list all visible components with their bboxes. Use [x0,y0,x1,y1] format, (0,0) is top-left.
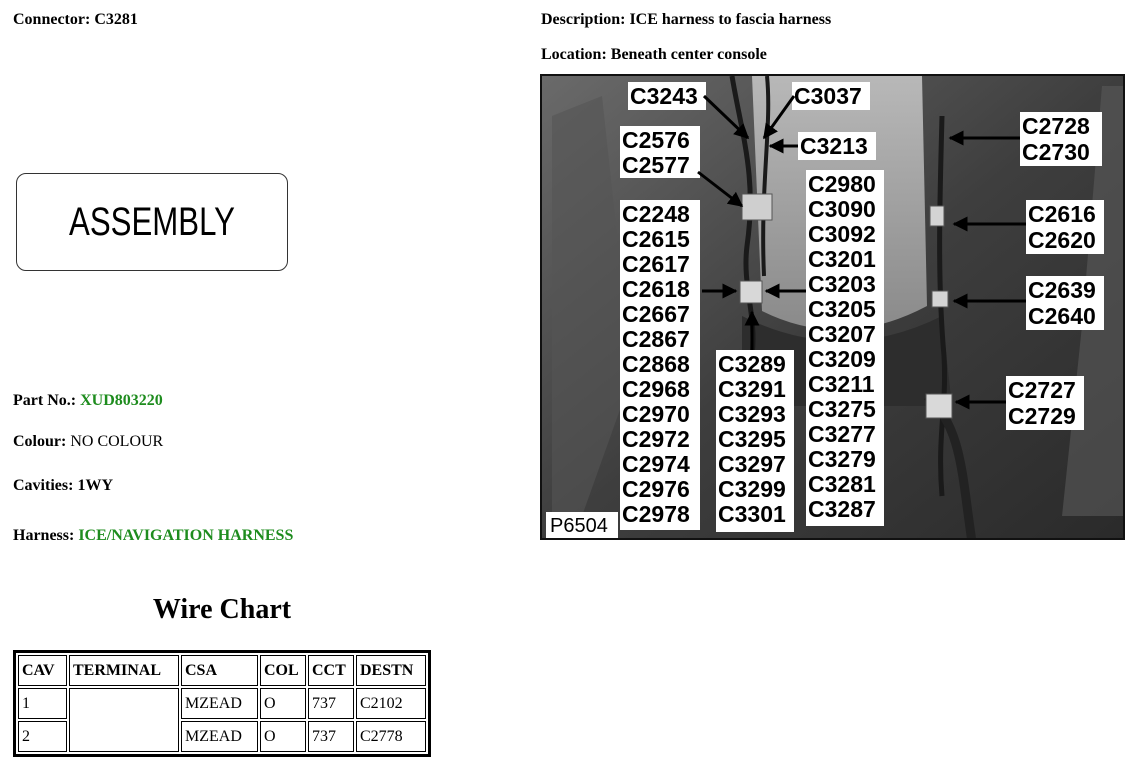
label-bottom-mid: C3299 [718,476,786,502]
label-right-3-a: C2639 [1028,277,1096,303]
location-value: Beneath center console [610,46,767,63]
connector-block-5 [926,394,952,418]
photo-canvas [542,76,1125,540]
label-right-4-a: C2727 [1008,377,1076,403]
header-terminal: TERMINAL [69,655,179,686]
label-right-3-b: C2640 [1028,303,1096,329]
connector-block-2 [740,281,762,303]
left-column-labels [622,201,690,527]
label-left-col: C2667 [622,301,690,327]
wire-chart-title: Wire Chart [152,594,292,625]
photo-id-label: P6504 [550,515,608,537]
colour-row [13,433,163,451]
label-left-col: C2976 [622,476,690,502]
label-center-col: C3277 [808,421,876,447]
label-left-col: C2617 [622,251,690,277]
wire-chart-table [13,650,431,757]
label-center-col: C3287 [808,496,876,522]
harness-row [13,527,293,545]
cell-destn: C2102 [356,688,426,719]
location-label: Location: [541,46,607,63]
label-center-col: C3090 [808,196,876,222]
label-center-col: C3209 [808,346,876,372]
label-left-col: C2248 [622,201,690,227]
label-bottom-mid: C3297 [718,451,786,477]
cell-cct: 737 [308,721,354,752]
cell-cav: 1 [18,688,67,719]
part-no-row [13,392,163,410]
label-center-col: C3092 [808,221,876,247]
cavities-value: 1WY [77,477,113,494]
label-left-col: C2968 [622,376,690,402]
part-no-label: Part No.: [13,392,77,409]
cell-csa: MZEAD [181,688,258,719]
wire-chart-header-row [18,655,426,686]
label-bottom-mid: C3291 [718,376,786,402]
label-center-col: C3201 [808,246,876,272]
label-right-2-b: C2620 [1028,227,1096,253]
cell-csa: MZEAD [181,721,258,752]
center-column-labels [808,171,876,522]
label-left-col: C2868 [622,351,690,377]
cell-destn: C2778 [356,721,426,752]
connector-heading [13,11,138,29]
cell-terminal [69,688,179,752]
label-left-col: C2867 [622,326,690,352]
header-destn: DESTN [356,655,426,686]
label-center-col: C2980 [808,171,876,197]
label-left-col: C2970 [622,401,690,427]
label-left-col: C2618 [622,276,690,302]
label-left-pair-1: C2577 [622,152,690,178]
assembly-box [16,173,288,271]
description-value: ICE harness to fascia harness [629,11,832,28]
label-left-col: C2615 [622,226,690,252]
connector-block-1 [742,194,772,220]
label-right-1-b: C2730 [1022,139,1090,165]
header-cav: CAV [18,655,67,686]
label-bottom-mid: C3295 [718,426,786,452]
header-cct: CCT [308,655,354,686]
bottom-mid-labels [718,351,786,527]
cell-col: O [260,721,306,752]
label-center-col: C3203 [808,271,876,297]
label-left-pair-0: C2576 [622,127,690,153]
connector-value: C3281 [94,11,138,28]
label-left-col: C2974 [622,451,690,477]
connector-location-photo [540,74,1125,540]
colour-label: Colour: [13,433,67,450]
label-c3213: C3213 [800,133,868,159]
connector-block-3 [930,206,944,226]
colour-value: NO COLOUR [70,433,164,450]
label-left-col: C2972 [622,426,690,452]
label-center-col: C3281 [808,471,876,497]
harness-label: Harness: [13,527,75,544]
label-top-mid: C3037 [794,83,862,109]
label-bottom-mid: C3293 [718,401,786,427]
label-center-col: C3275 [808,396,876,422]
description-label: Description: [541,11,626,28]
header-col: COL [260,655,306,686]
label-bottom-mid: C3301 [718,501,786,527]
label-top-left: C3243 [630,83,698,109]
label-bottom-mid: C3289 [718,351,786,377]
label-center-col: C3279 [808,446,876,472]
cell-cav: 2 [18,721,67,752]
connector-block-4 [932,291,948,307]
cavities-row [13,477,113,495]
label-center-col: C3211 [808,371,875,397]
label-left-col: C2978 [622,501,690,527]
location-heading [541,46,767,64]
assembly-text: ASSEMBLY [69,199,235,244]
label-center-col: C3205 [808,296,876,322]
label-center-col: C3207 [808,321,876,347]
header-csa: CSA [181,655,258,686]
connector-label: Connector: [13,11,91,28]
part-no-value: XUD803220 [80,392,163,409]
label-right-1-a: C2728 [1022,113,1090,139]
cell-col: O [260,688,306,719]
table-row [18,688,426,719]
label-right-2-a: C2616 [1028,201,1096,227]
cell-cct: 737 [308,688,354,719]
cavities-label: Cavities: [13,477,74,494]
description-heading [541,11,831,29]
label-right-4-b: C2729 [1008,403,1076,429]
harness-value: ICE/NAVIGATION HARNESS [78,527,294,544]
